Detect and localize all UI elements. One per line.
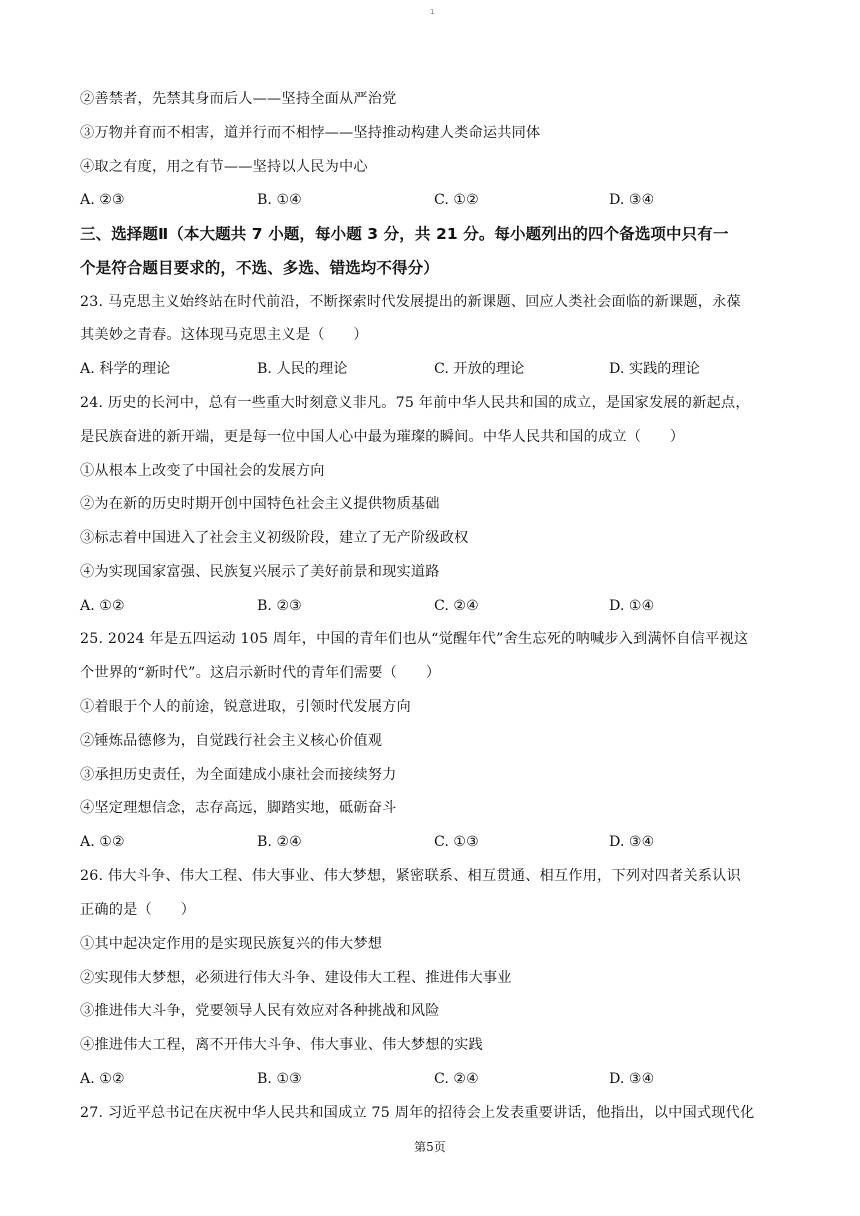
q24-stem-line2: 是民族奋进的新开端，更是每一位中国人心中最为璀璨的瞬间。中华人民共和国的成立（ ） — [80, 429, 685, 445]
section-3-title-line1: 三、选择题Ⅱ（本大题共 7 小题，每小题 3 分，共 21 分。每小题列出的四个备选项中只有一 — [80, 225, 729, 243]
q27-stem-line1: 27. 习近平总书记在庆祝中华人民共和国成立 75 周年的招待会上发表重要讲话，他指出，以中国式现代化 — [80, 1105, 755, 1121]
q23-option-c: C. 开放的理论 — [434, 361, 525, 377]
q23-option-b: B. 人民的理论 — [257, 361, 348, 377]
q22-option-d: D. ③④ — [609, 192, 655, 208]
q22-item-4: ④取之有度，用之有节——坚持以人民为中心 — [80, 159, 368, 175]
q22-option-c: C. ①② — [434, 192, 479, 208]
q26-stem-line1: 26. 伟大斗争、伟大工程、伟大事业、伟大梦想，紧密联系、相互贯通、相互作用，下列对四者关系认识 — [80, 868, 741, 884]
q26-options — [80, 1069, 780, 1089]
q24-item-4: ④为实现国家富强、民族复兴展示了美好前景和现实道路 — [80, 564, 440, 580]
page-number-footer: 第5页 — [414, 1140, 446, 1154]
q26-option-c: C. ②④ — [434, 1071, 479, 1087]
q25-item-3: ③承担历史责任，为全面建成小康社会而接续努力 — [80, 767, 397, 783]
q24-item-1: ①从根本上改变了中国社会的发展方向 — [80, 463, 325, 479]
q25-stem-line2: 个世界的“新时代”。这启示新时代的青年们需要（ ） — [80, 665, 441, 681]
q26-option-d: D. ③④ — [609, 1071, 655, 1087]
q25-option-b: B. ②④ — [257, 834, 302, 850]
q26-item-4: ④推进伟大工程，离不开伟大斗争、伟大事业、伟大梦想的实践 — [80, 1037, 483, 1053]
q23-stem-line2: 其美妙之青春。这体现马克思主义是（ ） — [80, 327, 368, 343]
q24-option-a: A. ①② — [80, 598, 125, 614]
q22-options — [80, 190, 780, 210]
q25-option-c: C. ①③ — [434, 834, 479, 850]
q24-option-c: C. ②④ — [434, 598, 479, 614]
q22-item-2: ②善禁者，先禁其身而后人——坚持全面从严治党 — [80, 91, 397, 107]
q25-stem-line1: 25. 2024 年是五四运动 105 周年，中国的青年们也从“觉醒年代”舍生忘死的呐喊步入到满怀自信平视这 — [80, 631, 749, 647]
q26-option-b: B. ①③ — [257, 1071, 302, 1087]
q22-item-3: ③万物并育而不相害，道并行而不相悖——坚持推动构建人类命运共同体 — [80, 125, 541, 141]
q26-option-a: A. ①② — [80, 1071, 125, 1087]
q24-option-d: D. ①④ — [609, 598, 655, 614]
q25-item-2: ②锤炼品德修为，自觉践行社会主义核心价值观 — [80, 733, 383, 749]
q25-item-1: ①着眼于个人的前途，锐意进取，引领时代发展方向 — [80, 699, 411, 715]
q22-option-a: A. ②③ — [80, 192, 125, 208]
q24-item-3: ③标志着中国进入了社会主义初级阶段，建立了无产阶级政权 — [80, 530, 469, 546]
q23-option-d: D. 实践的理论 — [609, 361, 700, 377]
q25-item-4: ④坚定理想信念，志存高远，脚踏实地，砥砺奋斗 — [80, 800, 397, 816]
q24-item-2: ②为在新的历史时期开创中国特色社会主义提供物质基础 — [80, 496, 440, 512]
q25-option-d: D. ③④ — [609, 834, 655, 850]
q24-stem-line1: 24. 历史的长河中，总有一些重大时刻意义非凡。75 年前中华人民共和国的成立，是国家发展的新起点， — [80, 395, 750, 411]
q26-item-2: ②实现伟大梦想，必须进行伟大斗争、建设伟大工程、推进伟大事业 — [80, 970, 512, 986]
q26-stem-line2: 正确的是（ ） — [80, 902, 196, 918]
q24-option-b: B. ②③ — [257, 598, 302, 614]
q23-options — [80, 359, 780, 379]
page-top-mark: 1 — [430, 8, 435, 16]
q23-option-a: A. 科学的理论 — [80, 361, 171, 377]
q24-options — [80, 596, 780, 616]
q26-item-3: ③推进伟大斗争，党要领导人民有效应对各种挑战和风险 — [80, 1003, 440, 1019]
section-3-title-line2: 个是符合题目要求的，不选、多选、错选均不得分） — [80, 259, 439, 277]
q22-option-b: B. ①④ — [257, 192, 302, 208]
q23-stem-line1: 23. 马克思主义始终站在时代前沿，不断探索时代发展提出的新课题、回应人类社会面临的新课题，永葆 — [80, 294, 741, 310]
q26-item-1: ①其中起决定作用的是实现民族复兴的伟大梦想 — [80, 936, 383, 952]
q25-option-a: A. ①② — [80, 834, 125, 850]
q25-options — [80, 832, 780, 852]
